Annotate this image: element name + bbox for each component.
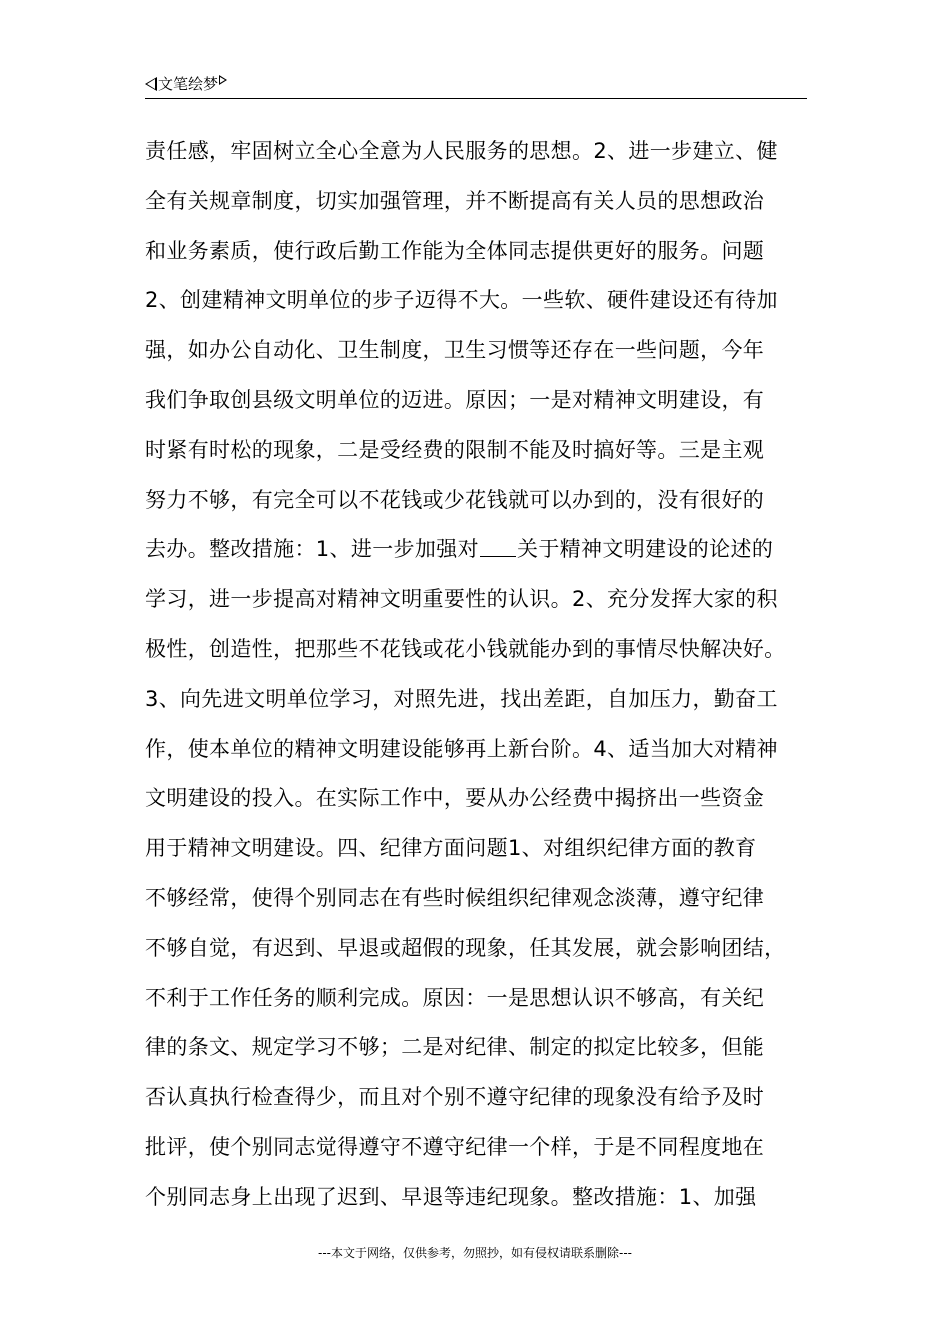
brand-text: 文笔绘梦 — [158, 75, 219, 93]
text-line: 不够自觉，有迟到、早退或超假的现象，任其发展，就会影响团结， — [145, 935, 786, 960]
text-segment: 去办。整改措施：1、进一步加强对 — [145, 537, 479, 562]
triangle-left-icon — [145, 77, 157, 91]
document-body — [145, 127, 815, 1223]
text-line: 文明建设的投入。在实际工作中，要从办公经费中揭挤出一些资金 — [145, 786, 765, 811]
text-line: 和业务素质，使行政后勤工作能为全体同志提供更好的服务。问题 — [145, 238, 765, 263]
text-line: 3、向先进文明单位学习，对照先进，找出差距，自加压力，勤奋工 — [145, 686, 778, 711]
text-line: 时紧有时松的现象，二是受经费的限制不能及时搞好等。三是主观 — [145, 437, 765, 462]
header-brand — [145, 74, 227, 94]
page-header — [145, 74, 807, 99]
text-line: 个别同志身上出现了迟到、早退等违纪现象。整改措施：1、加强 — [145, 1184, 757, 1209]
text-line: 不够经常，使得个别同志在有些时候组织纪律观念淡薄，遵守纪律 — [145, 885, 765, 910]
text-line: 2、创建精神文明单位的步子迈得不大。一些软、硬件建设还有待加 — [145, 288, 778, 313]
text-line-with-blank — [145, 525, 815, 575]
text-line: 全有关规章制度，切实加强管理，并不断提高有关人员的思想政治 — [145, 188, 765, 213]
text-line: 我们争取创县级文明单位的迈进。原因；一是对精神文明建设，有 — [145, 387, 765, 412]
footer-notice: ---本文于网络，仅供参考，勿照抄，如有侵权请联系删除--- — [318, 1246, 632, 1260]
text-line: 用于精神文明建设。四、纪律方面问题1、对组织纪律方面的教育 — [145, 836, 757, 861]
text-line: 否认真执行检查得少，而且对个别不遵守纪律的现象没有给予及时 — [145, 1085, 765, 1110]
fill-in-blank — [480, 538, 516, 557]
text-line: 作，使本单位的精神文明建设能够再上新台阶。4、适当加大对精神 — [145, 736, 778, 761]
text-segment: 关于精神文明建设的论述的 — [516, 537, 774, 562]
text-line: 律的条文、规定学习不够；二是对纪律、制定的拟定比较多，但能 — [145, 1035, 765, 1060]
text-line: 极性，创造性，把那些不花钱或花小钱就能办到的事情尽快解决好。 — [145, 636, 786, 661]
triangle-right-icon — [219, 75, 227, 85]
text-line: 强，如办公自动化、卫生制度，卫生习惯等还存在一些问题，今年 — [145, 338, 765, 363]
text-line: 不利于工作任务的顺利完成。原因：一是思想认识不够高，有关纪 — [145, 985, 765, 1010]
text-line: 批评，使个别同志觉得遵守不遵守纪律一个样，于是不同程度地在 — [145, 1134, 765, 1159]
text-line: 学习，进一步提高对精神文明重要性的认识。2、充分发挥大家的积 — [145, 587, 778, 612]
text-line: 努力不够，有完全可以不花钱或少花钱就可以办到的，没有很好的 — [145, 487, 765, 512]
text-line: 责任感，牢固树立全心全意为人民服务的思想。2、进一步建立、健 — [145, 139, 778, 163]
